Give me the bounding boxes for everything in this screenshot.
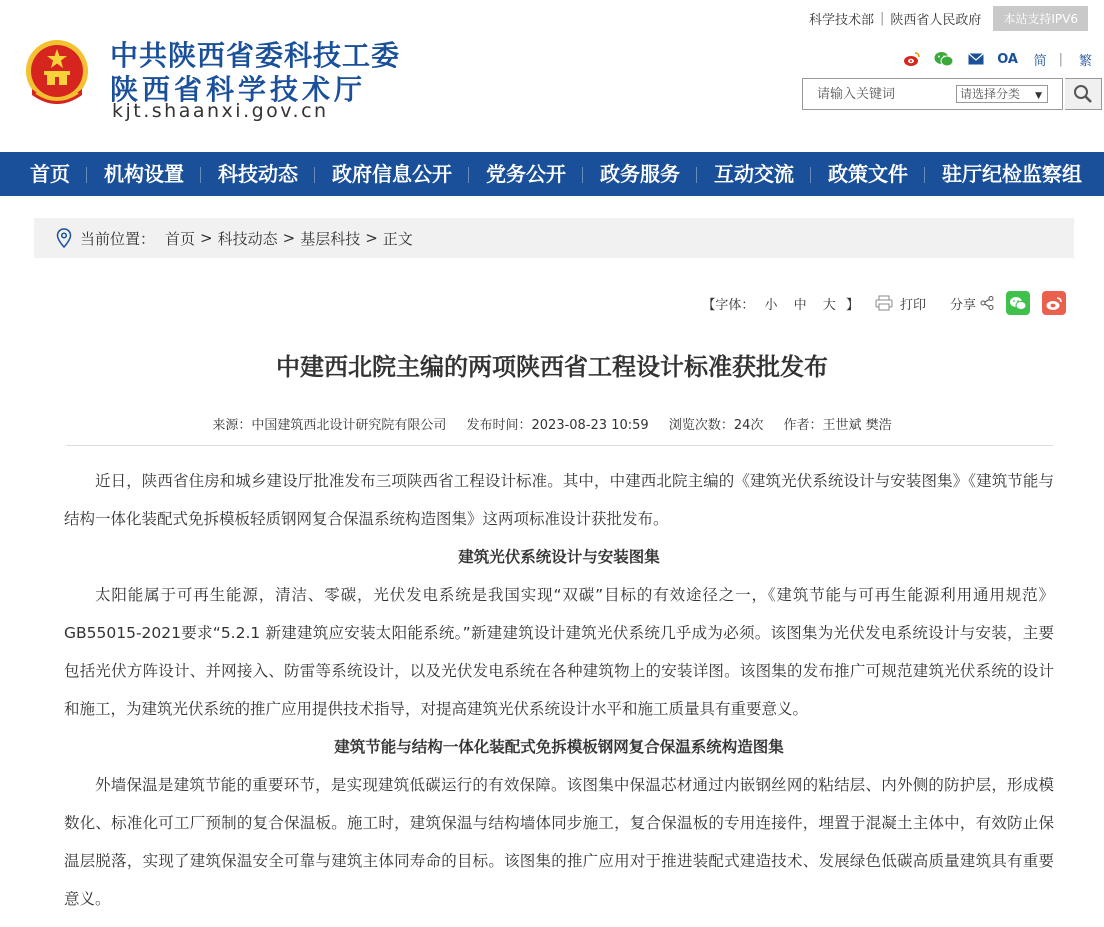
- article-paragraph: 近日，陕西省住房和城乡建设厅批准发布三项陕西省工程设计标准。其中，中建西北院主编的《建筑光伏系统设计与安装图集》《建筑节能与结构一体化装配式免拆模板轻质钢网复合保温系统构造图集》这两项标准设计获批发布。: [64, 472, 1054, 528]
- article-body: [64, 462, 1054, 918]
- traditional-chinese-toggle[interactable]: 繁: [1078, 53, 1092, 69]
- article-author: 作者：王世斌 樊浩: [783, 418, 892, 433]
- font-size-label-open: 【字体：: [702, 297, 755, 313]
- article-source: 来源：中国建筑西北设计研究院有限公司: [212, 418, 447, 433]
- nav-policy[interactable]: 政策文件: [811, 152, 925, 196]
- weibo-icon: [1045, 296, 1063, 311]
- article-subheading: 建筑光伏系统设计与安装图集: [458, 548, 660, 566]
- category-select-value: 请选择分类: [960, 87, 1021, 101]
- site-title-line2[interactable]: 陕西省科学技术厅: [110, 73, 367, 106]
- breadcrumb-label: 当前位置：: [80, 229, 156, 248]
- share-label: 分享: [949, 297, 976, 313]
- header-icons: [890, 49, 1092, 69]
- breadcrumb-separator: >: [282, 229, 296, 247]
- share-weibo-button[interactable]: [1042, 291, 1066, 315]
- nav-party-affairs[interactable]: 党务公开: [469, 152, 583, 196]
- national-emblem-logo[interactable]: [22, 37, 92, 109]
- breadcrumb-separator: >: [200, 229, 213, 247]
- font-size-label-close: 】: [845, 297, 859, 313]
- breadcrumb: [34, 218, 1074, 258]
- category-select[interactable]: [956, 85, 1048, 103]
- print-label: 打印: [899, 297, 926, 313]
- breadcrumb-home[interactable]: 首页: [165, 229, 196, 248]
- link-shaanxi-gov[interactable]: 陕西省人民政府: [890, 12, 982, 28]
- search-button[interactable]: [1065, 78, 1102, 110]
- nav-gov-services[interactable]: 政务服务: [583, 152, 697, 196]
- article-meta: [0, 414, 1104, 433]
- site-title-line1[interactable]: 中共陕西省委科技工委: [110, 39, 401, 72]
- wechat-icon[interactable]: [934, 50, 954, 68]
- breadcrumb-grassroots[interactable]: 基层科技: [300, 229, 361, 248]
- share-button[interactable]: [950, 294, 994, 313]
- divider: |: [879, 10, 885, 26]
- oa-link[interactable]: OA: [997, 51, 1018, 67]
- ipv6-badge: 本站支持IPV6: [993, 6, 1088, 31]
- share-icon: [980, 296, 994, 310]
- nav-interaction[interactable]: 互动交流: [697, 152, 811, 196]
- site-domain: kjt.shaanxi.gov.cn: [112, 100, 329, 122]
- nav-tech-news[interactable]: 科技动态: [201, 152, 315, 196]
- nav-organization[interactable]: 机构设置: [87, 152, 201, 196]
- mail-icon[interactable]: [966, 50, 986, 68]
- article-publish-time: 发布时间：2023-08-23 10:59: [466, 418, 649, 433]
- chevron-down-icon: ▼: [1035, 91, 1042, 101]
- search-input[interactable]: [817, 87, 937, 102]
- simplified-chinese-toggle[interactable]: 简: [1033, 53, 1047, 69]
- font-size-large[interactable]: 大: [822, 297, 836, 313]
- article-title: 中建西北院主编的两项陕西省工程设计标准获批发布: [276, 353, 828, 381]
- breadcrumb-tech-news[interactable]: 科技动态: [217, 229, 278, 248]
- divider: |: [1058, 51, 1063, 67]
- printer-icon: [875, 295, 893, 311]
- search-box: [802, 78, 1063, 110]
- breadcrumb-separator: >: [365, 229, 378, 247]
- article-views: 浏览次数：24次: [668, 418, 764, 433]
- site-header: [0, 0, 1104, 152]
- divider: [66, 445, 1053, 446]
- article-tools: [702, 290, 1066, 316]
- article-paragraph: 太阳能属于可再生能源，清洁、零碳，光伏发电系统是我国实现“双碳”目标的有效途径之一，《建筑节能与可再生能源利用通用规范》GB55015-2021要求“5.2.1 新建建筑应安装太阳能系统。”新建建筑设计建筑光伏系统几乎成为必须。该图集为光伏发电系统设计与安装，主要包括光伏方阵设计、并网接入、防雷等系统设计，以及光伏发电系统在各种建筑物上的安装详图。该图集的发布推广可规范建筑光伏系统的设计和施工，为建筑光伏系统的推广应用提供技术指导，对提高建筑光伏系统设计水平和施工质量具有重要意义。: [64, 586, 1054, 718]
- location-pin-icon: [56, 228, 72, 248]
- nav-home[interactable]: 首页: [0, 152, 87, 196]
- article-paragraph: 外墙保温是建筑节能的重要环节，是实现建筑低碳运行的有效保障。该图集中保温芯材通过内嵌钢丝网的粘结层、内外侧的防护层，形成模数化、标准化可工厂预制的复合保温板。施工时，建筑保温与结构墙体同步施工，复合保温板的专用连接件，埋置于混凝土主体中，有效防止保温层脱落，实现了建筑保温安全可靠与建筑主体同寿命的目标。该图集的推广应用对于推进装配式建造技术、发展绿色低碳高质量建筑具有重要意义。: [64, 776, 1054, 908]
- wechat-icon: [1009, 296, 1027, 311]
- font-size-small[interactable]: 小: [764, 297, 778, 313]
- nav-gov-info[interactable]: 政府信息公开: [315, 152, 469, 196]
- article-subheading: 建筑节能与结构一体化装配式免拆模板钢网复合保温系统构造图集: [334, 738, 784, 756]
- font-size-selector: [702, 294, 859, 313]
- top-links: [809, 6, 1088, 30]
- print-button[interactable]: [875, 294, 926, 313]
- breadcrumb-current: 正文: [382, 229, 413, 248]
- share-wechat-button[interactable]: [1006, 291, 1030, 315]
- nav-discipline[interactable]: 驻厅纪检监察组: [942, 162, 1082, 186]
- link-most[interactable]: 科学技术部: [808, 12, 874, 28]
- font-size-medium[interactable]: 中: [793, 297, 807, 313]
- search-icon: [1073, 84, 1093, 104]
- weibo-icon[interactable]: [902, 50, 922, 68]
- main-nav: [0, 152, 1104, 196]
